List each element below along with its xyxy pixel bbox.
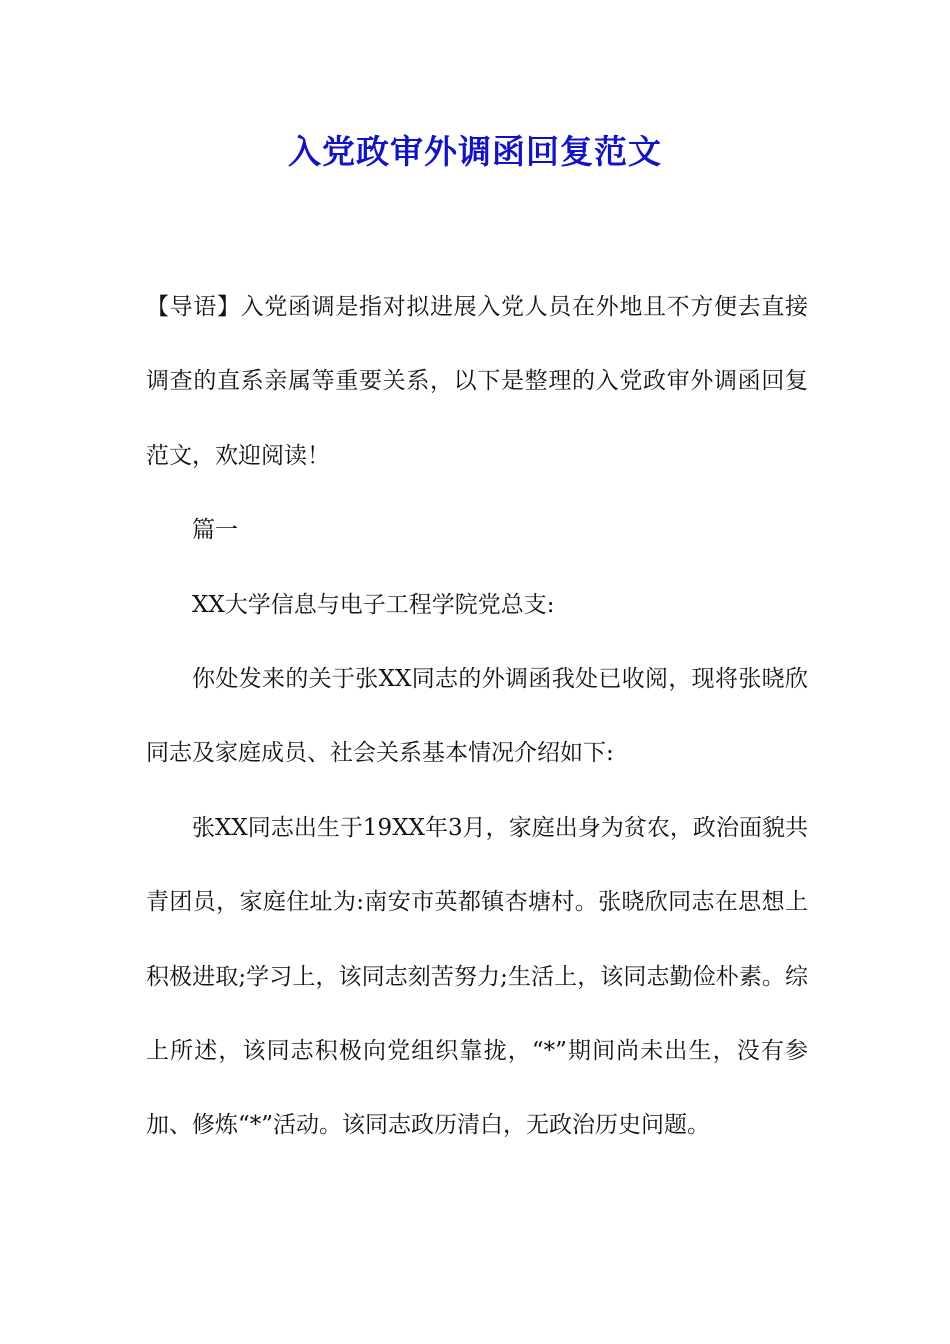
document-body — [146, 270, 808, 1163]
body-paragraph: 张XX同志出生于19XX年3月，家庭出身为贫农，政治面貌共青团员，家庭住址为:南安市英都镇杏塘村。张晓欣同志在思想上积极进取;学习上，该同志刻苦努力;生活上，该同志勤俭朴素。综上所述，该同志积极向党组织靠拢，“*”期间尚未出生，没有参加、修炼“*”活动。该同志政历清白，无政治历史问题。 — [146, 814, 808, 1139]
section-heading: 篇一 — [192, 517, 238, 544]
body-paragraph: 你处发来的关于张XX同志的外调函我处已收阅，现将张晓欣同志及家庭成员、社会关系基本情况介绍如下: — [146, 666, 808, 767]
document-title: 入党政审外调函回复范文 — [288, 132, 662, 171]
salutation-paragraph: XX大学信息与电子工程学院党总支: — [192, 591, 555, 618]
intro-paragraph: 【导语】入党函调是指对拟进展入党人员在外地且不方便去直接调查的直系亲属等重要关系，以下是整理的入党政审外调函回复范文，欢迎阅读！ — [146, 294, 808, 469]
